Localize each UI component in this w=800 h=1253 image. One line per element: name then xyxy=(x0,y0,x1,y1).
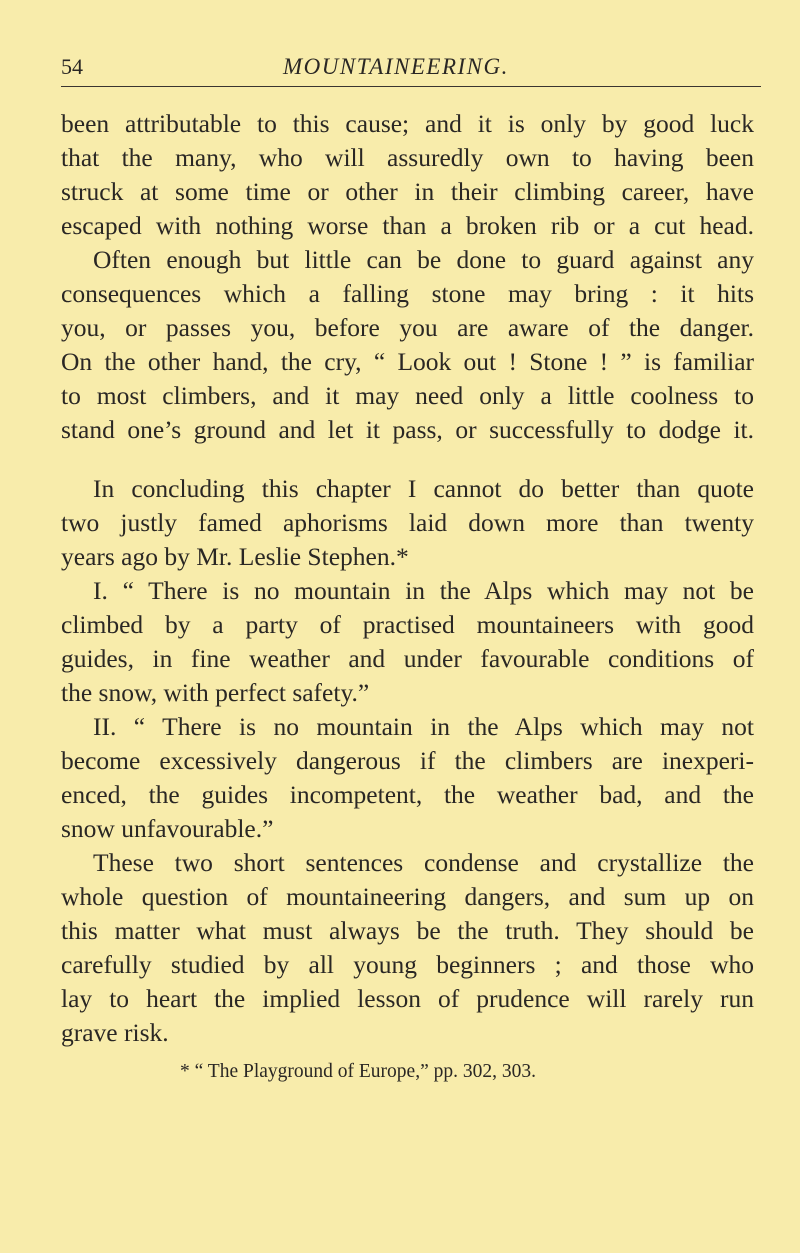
text-line: two justly famed aphorisms laid down more than twenty xyxy=(61,508,754,537)
text-line: escaped with nothing worse than a broken rib or a cut head. xyxy=(61,211,754,240)
text-line: grave risk. xyxy=(61,1018,169,1047)
text-line: guides, in fine weather and under favourable conditions of xyxy=(61,644,754,673)
text-line: whole question of mountaineering dangers, and sum up on xyxy=(61,882,754,911)
running-head: MOUNTAINEERING. xyxy=(283,54,509,79)
text-line: II. “ There is no mountain in the Alps which may not xyxy=(93,712,754,741)
footnote: * “ The Playground of Europe,” pp. 302, 303. xyxy=(180,1061,536,1082)
text-line: climbed by a party of practised mountaineers with good xyxy=(61,610,754,639)
page-number: 54 xyxy=(61,54,83,79)
text-line: this matter what must always be the truth. They should be xyxy=(61,916,754,945)
text-line: stand one’s ground and let it pass, or successfully to dodge it. xyxy=(61,415,754,444)
page-header xyxy=(61,50,761,84)
text-line: to most climbers, and it may need only a little coolness to xyxy=(61,381,754,410)
text-line: These two short sentences condense and crystallize the xyxy=(93,848,754,877)
text-line: become excessively dangerous if the climbers are inexperi- xyxy=(61,746,754,775)
header-rule xyxy=(61,86,761,87)
text-line: you, or passes you, before you are aware of the danger. xyxy=(61,313,754,342)
text-line: In concluding this chapter I cannot do better than quote xyxy=(93,474,754,503)
text-line: On the other hand, the cry, “ Look out ! Stone ! ” is familiar xyxy=(61,347,754,376)
text-line: struck at some time or other in their climbing career, have xyxy=(61,177,754,206)
text-line: enced, the guides incompetent, the weather bad, and the xyxy=(61,780,754,809)
text-line: the snow, with perfect safety.” xyxy=(61,678,370,707)
text-line: years ago by Mr. Leslie Stephen.* xyxy=(61,542,409,571)
text-line: I. “ There is no mountain in the Alps which may not be xyxy=(93,576,754,605)
text-line: that the many, who will assuredly own to having been xyxy=(61,143,754,172)
text-line: Often enough but little can be done to guard against any xyxy=(93,245,754,274)
text-line: consequences which a falling stone may bring : it hits xyxy=(61,279,754,308)
text-line: been attributable to this cause; and it is only by good luck xyxy=(61,109,754,138)
text-line: carefully studied by all young beginners ; and those who xyxy=(61,950,754,979)
text-line: snow unfavourable.” xyxy=(61,814,274,843)
text-line: lay to heart the implied lesson of prudence will rarely run xyxy=(61,984,754,1013)
